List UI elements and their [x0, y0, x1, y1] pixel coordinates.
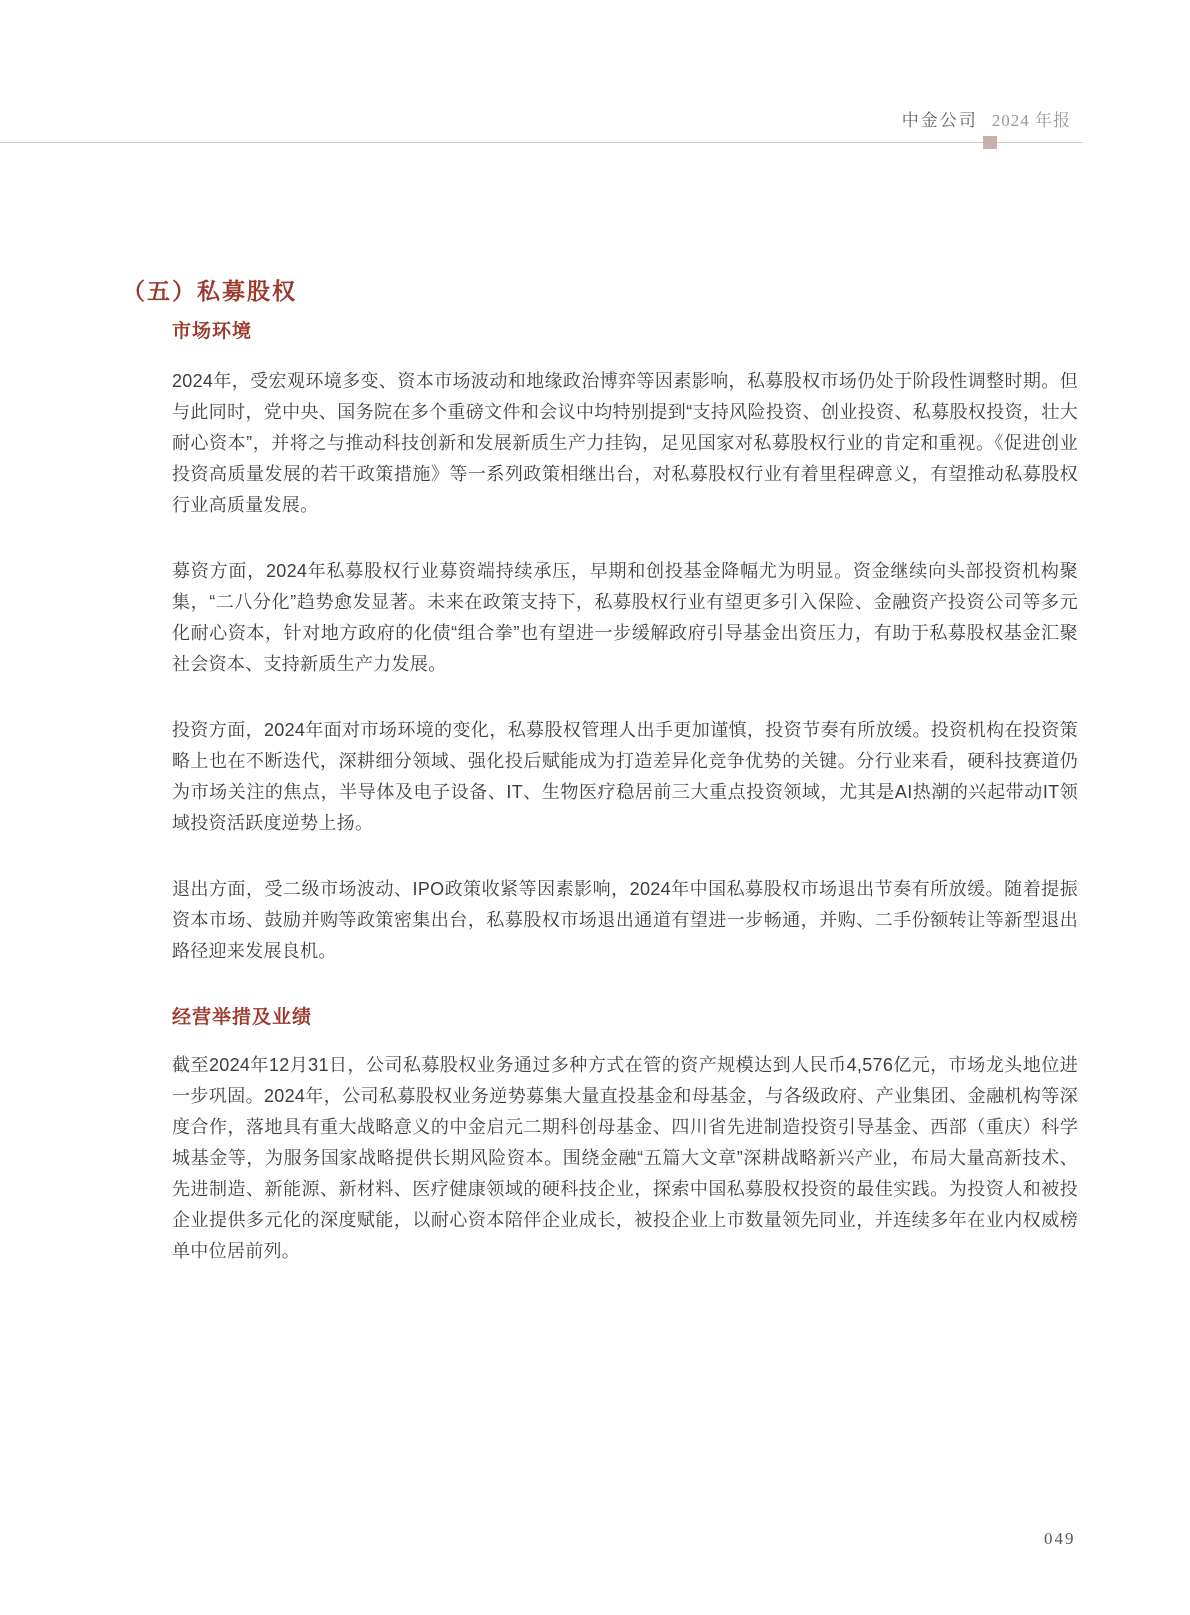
report-body: [122, 276, 1078, 1302]
header-divider-line: [0, 142, 1083, 143]
header-divider-square: [983, 136, 997, 149]
section-title-private-equity: （五）私募股权: [122, 278, 297, 304]
paragraph-investment: 投资方面，2024年面对市场环境的变化，私募股权管理人出手更加谨慎，投资节奏有所放缓。投资机构在投资策略上也在不断迭代，深耕细分领域、强化投后赋能成为打造差异化竞争优势的关键。分行业来看，硬科技赛道仍为市场关注的焦点，半导体及电子设备、IT、生物医疗稳居前三大重点投资领域，尤其是AI热潮的兴起带动IT领域投资活跃度逆势上扬。: [172, 720, 1078, 833]
page-header: [902, 110, 1071, 132]
paragraph-operations-results: 截至2024年12月31日，公司私募股权业务通过多种方式在管的资产规模达到人民币4,576亿元，市场龙头地位进一步巩固。2024年，公司私募股权业务逆势募集大量直投基金和母基金，与各级政府、产业集团、金融机构等深度合作，落地具有重大战略意义的中金启元二期科创母基金、四川省先进制造投资引导基金、西部（重庆）科学城基金等，为服务国家战略提供长期风险资本。围绕金融“五篇大文章”深耕战略新兴产业，布局大量高新技术、先进制造、新能源、新材料、医疗健康领域的硬科技企业，探索中国私募股权投资的最佳实践。为投资人和被投企业提供多元化的深度赋能，以耐心资本陪伴企业成长，被投企业上市数量领先同业，并连续多年在业内权威榜单中位居前列。: [172, 1055, 1078, 1261]
subheading-operations-results: 经营举措及业绩: [172, 1007, 313, 1028]
header-company-name: 中金公司: [901, 111, 978, 130]
paragraph-market-overview: 2024年，受宏观环境多变、资本市场波动和地缘政治博弈等因素影响，私募股权市场仍处于阶段性调整时期。但与此同时，党中央、国务院在多个重磅文件和会议中均特别提到“支持风险投资、创业投资、私募股权投资，壮大耐心资本”，并将之与推动科技创新和发展新质生产力挂钩，足见国家对私募股权行业的肯定和重视。《促进创业投资高质量发展的若干政策措施》等一系列政策相继出台，对私募股权行业有着里程碑意义，有望推动私募股权行业高质量发展。: [172, 371, 1078, 515]
paragraph-fundraising: 募资方面，2024年私募股权行业募资端持续承压，早期和创投基金降幅尤为明显。资金继续向头部投资机构聚集，“二八分化”趋势愈发显著。未来在政策支持下，私募股权行业有望更多引入保险、金融资产投资公司等多元化耐心资本，针对地方政府的化债“组合拳”也有望进一步缓解政府引导基金出资压力，有助于私募股权基金汇聚社会资本、支持新质生产力发展。: [172, 561, 1078, 674]
page-number: 049: [1044, 1529, 1076, 1548]
subheading-market-environment: 市场环境: [172, 321, 253, 342]
header-report-title: 2024 年报: [991, 111, 1071, 130]
paragraph-exit: 退出方面，受二级市场波动、IPO政策收紧等因素影响，2024年中国私募股权市场退出节奏有所放缓。随着提振资本市场、鼓励并购等政策密集出台，私募股权市场退出通道有望进一步畅通，并购、二手份额转让等新型退出路径迎来发展良机。: [172, 879, 1078, 961]
